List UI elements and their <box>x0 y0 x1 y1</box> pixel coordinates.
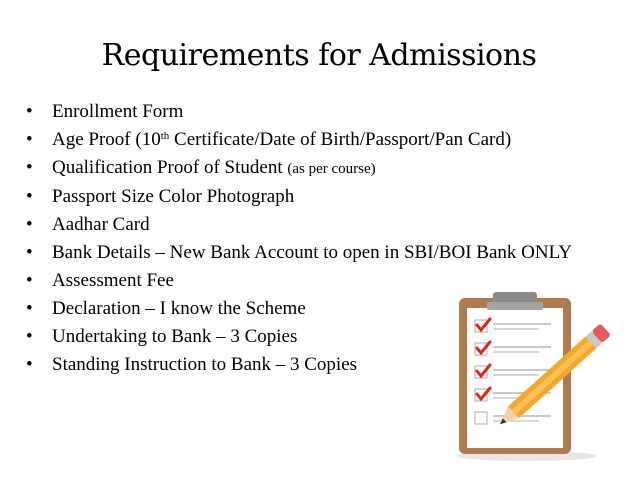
item-text <box>52 126 511 154</box>
bullet: • <box>26 242 33 263</box>
item-text: Standing Instruction to Bank – 3 Copies <box>52 354 358 375</box>
list-item <box>26 211 572 239</box>
bullet: • <box>26 101 33 122</box>
bullet: • <box>26 270 33 291</box>
item-text-main: Qualification Proof of Student <box>52 157 288 178</box>
item-text-pre: Age Proof (10 <box>52 129 161 150</box>
item-text: Declaration – I know the Scheme <box>52 298 306 319</box>
clipboard-checklist-with-pencil-icon <box>447 292 625 462</box>
bullet: • <box>26 186 33 207</box>
list-item <box>26 183 572 211</box>
empty-checkbox-icon <box>475 412 487 424</box>
bullet: • <box>26 354 33 375</box>
list-item <box>26 98 572 126</box>
list-item <box>26 239 572 267</box>
bullet: • <box>26 326 33 347</box>
item-text <box>52 154 376 183</box>
list-item <box>26 154 572 183</box>
list-item <box>26 267 572 295</box>
item-text-note: (as per course) <box>287 161 376 177</box>
item-text: Passport Size Color Photograph <box>52 186 295 207</box>
item-text: Bank Details – New Bank Account to open in SBI/BOI Bank ONLY <box>52 242 573 263</box>
item-text: Enrollment Form <box>52 101 184 122</box>
item-text: Aadhar Card <box>52 214 150 235</box>
item-text-post: Certificate/Date of Birth/Passport/Pan Card) <box>169 129 512 150</box>
item-text: Assessment Fee <box>52 270 174 291</box>
bullet: • <box>26 157 33 178</box>
list-item <box>26 126 572 154</box>
bullet: • <box>26 214 33 235</box>
bullet: • <box>26 129 33 150</box>
page-title: Requirements for Admissions <box>101 38 537 73</box>
bullet: • <box>26 298 33 319</box>
item-text: Undertaking to Bank – 3 Copies <box>52 326 298 347</box>
item-text-sup: th <box>160 130 170 142</box>
